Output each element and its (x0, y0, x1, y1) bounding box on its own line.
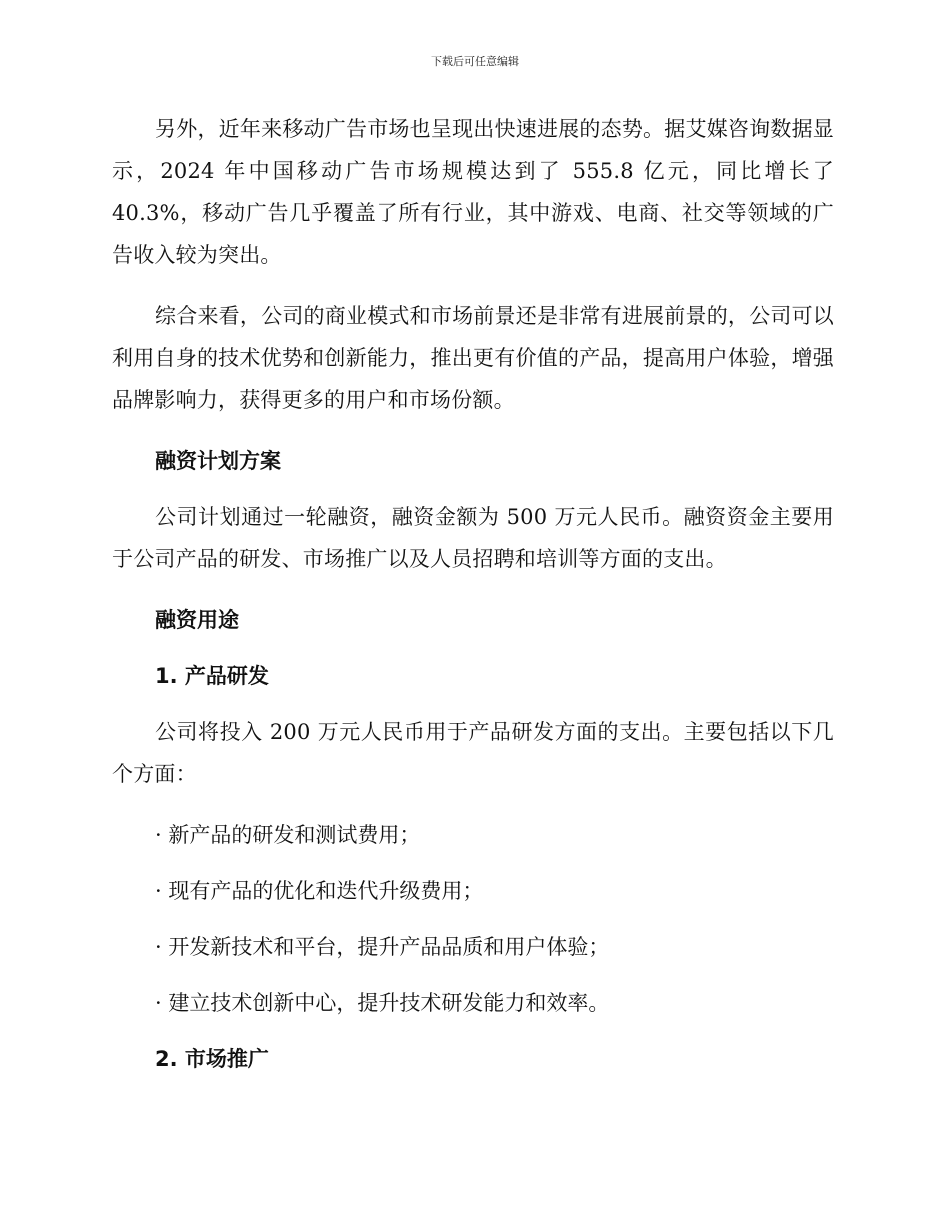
bullet-innovation-center: · 建立技术创新中心，提升技术研发能力和效率。 (155, 991, 610, 1015)
paragraph-rd-investment: 公司将投入 200 万元人民币用于产品研发方面的支出。主要包括以下几个方面： (112, 720, 834, 786)
paragraph-mobile-ad-market: 另外，近年来移动广告市场也呈现出快速进展的态势。据艾媒咨询数据显示，2024 年中国移动广告市场规模达到了 555.8 亿元，同比增长了 40.3%，移动广告几乎覆盖了所有行业，其中游戏、电商、社交等领域的广告收入较为突出。 (112, 117, 834, 267)
heading-product-rd: 1. 产品研发 (155, 664, 269, 688)
heading-market-promotion: 2. 市场推广 (155, 1047, 269, 1071)
page-header-note: 下载后可任意编辑 (431, 55, 519, 68)
heading-financing-plan: 融资计划方案 (155, 449, 281, 473)
bullet-new-technology: · 开发新技术和平台，提升产品品质和用户体验； (155, 935, 610, 959)
document-body (112, 108, 834, 1094)
bullet-product-optimization: · 现有产品的优化和迭代升级费用； (155, 879, 484, 903)
bullet-new-product: · 新产品的研发和测试费用； (155, 823, 421, 847)
paragraph-summary: 综合来看，公司的商业模式和市场前景还是非常有进展前景的，公司可以利用自身的技术优势和创新能力，推出更有价值的产品，提高用户体验，增强品牌影响力，获得更多的用户和市场份额。 (112, 304, 834, 412)
paragraph-financing-amount: 公司计划通过一轮融资，融资金额为 500 万元人民币。融资资金主要用于公司产品的研发、市场推广以及人员招聘和培训等方面的支出。 (112, 505, 834, 571)
heading-financing-use: 融资用途 (155, 608, 239, 632)
